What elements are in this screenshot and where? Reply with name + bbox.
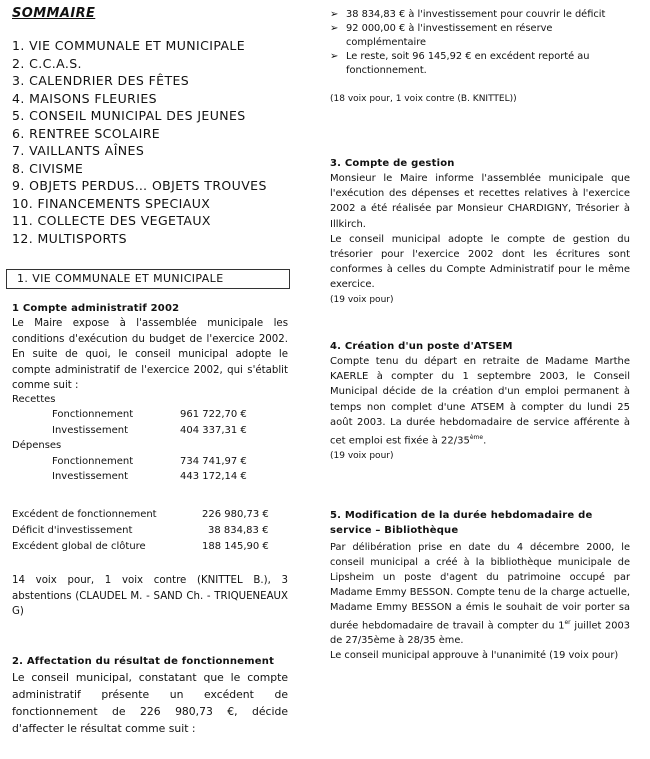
vote-text: (19 voix pour): [330, 450, 394, 461]
row-value: 404 337,31 €: [180, 424, 247, 436]
paragraph: Compte tenu du départ en retraite de Madame Marthe KAERLE à compter du 1 septembre 2003, le Conseil Municipal décide de la création d'un emploi permanent à temps non complet d'une ATSEM à compter du lundi 25 août 2003. La durée hebdomadaire de service afférente à cet emploi est fixée à 22/35ème.: [330, 356, 630, 447]
arrow-bullet-icon: ➢: [330, 23, 339, 34]
toc-item: 3. CALENDRIER DES FÊTES: [12, 73, 190, 88]
row-label: Fonctionnement: [52, 409, 134, 421]
affectation-bullets: [330, 8, 630, 106]
recettes-label: Recettes: [12, 393, 56, 405]
paragraph: Par délibération prise en date du 4 décembre 2000, le conseil municipal a créé à la bibliothèque municipale de Lipsheim un poste d'agent du patrimoine occupé par Madame Emmy BESSON. Compte tenu de la charge actuelle, Madame Emmy BESSON a émis le souhait de voir porter sa durée hebdomadaire de travail à compter du 1er juillet 2003 de 27/35ème à 28/35 ème.: [330, 542, 630, 647]
toc-item: 9. OBJETS PERDUS… OBJETS TROUVES: [12, 178, 267, 193]
toc-item: 11. COLLECTE DES VEGETAUX: [12, 213, 211, 228]
list-item: ➢ 38 834,83 € à l'investissement pour couvrir le déficit: [330, 9, 606, 20]
compte-administratif-section: [12, 303, 288, 620]
depenses-label-row: [12, 440, 288, 456]
row-label: Déficit d'investissement: [12, 524, 133, 536]
toc-item: 1. VIE COMMUNALE ET MUNICIPALE: [12, 38, 246, 53]
row-value: 734 741,97 €: [180, 455, 247, 467]
section-heading: 4. Création d'un poste d'ATSEM: [330, 341, 513, 352]
table-row: [12, 471, 288, 487]
toc-item: 2. C.C.A.S.: [12, 55, 82, 71]
vote-text: (18 voix pour, 1 voix contre (B. KNITTEL)): [330, 94, 517, 104]
compte-gestion-section: [330, 158, 630, 307]
row-label: Fonctionnement: [52, 455, 134, 467]
row-value: 38 834,83 €: [208, 524, 269, 536]
depenses-label: Dépenses: [12, 440, 62, 452]
table-row: [12, 541, 288, 557]
row-value: 443 172,14 €: [180, 471, 247, 483]
paragraph: Le Maire expose à l'assemblée municipale les conditions d'exécution du budget de l'exercice 2002. En suite de quoi, le conseil municipal adopte le compte administratif de l'exercice 2002, qui s'établit comme suit :: [12, 318, 288, 392]
row-value: 226 980,73 €: [202, 508, 269, 520]
row-label: Excédent global de clôture: [12, 540, 146, 552]
row-label: Excédent de fonctionnement: [12, 508, 157, 520]
list-item: ➢ Le reste, soit 96 145,92 € en excédent reporté au fonctionnement.: [330, 51, 590, 76]
table-row: [12, 425, 288, 441]
list-item: ➢ 92 000,00 € à l'investissement en réserve complémentaire: [330, 23, 553, 48]
toc-item: 7. VAILLANTS AÎNES: [12, 143, 145, 158]
toc-item: 5. CONSEIL MUNICIPAL DES JEUNES: [12, 108, 246, 123]
arrow-bullet-icon: ➢: [330, 9, 339, 20]
paragraph: Le conseil municipal, constatant que le compte administratif présente un excédent de fonctionnement de 226 980,73 €, décide d'affecter le résultat comme suit :: [12, 671, 288, 735]
sommaire-title: SOMMAIRE: [12, 6, 96, 21]
table-row: [12, 525, 288, 541]
paragraph: Le conseil municipal adopte le compte de gestion du trésorier pour l'exercice 2002 dont les écritures sont conformes à celles du Compte Administratif pour le même exercice.: [330, 233, 630, 291]
atsem-section: [330, 341, 630, 463]
toc-item: 8. CIVISME: [12, 160, 84, 176]
table-row: [12, 409, 288, 425]
table-row: [12, 509, 288, 525]
vote-text: 14 voix pour, 1 voix contre (KNITTEL B.), 3 abstentions (CLAUDEL M. - SAND Ch. - TRIQUENEAUX G): [12, 574, 288, 618]
section-heading-box: 1. VIE COMMUNALE ET MUNICIPALE: [6, 269, 290, 289]
row-value: 188 145,90 €: [202, 540, 269, 552]
row-label: Investissement: [52, 471, 128, 483]
table-row: [12, 456, 288, 472]
toc-item: 10. FINANCEMENTS SPECIAUX: [12, 195, 211, 211]
section-heading: 3. Compte de gestion: [330, 158, 455, 169]
affectation-section: [12, 656, 288, 737]
recettes-label-row: [12, 394, 288, 410]
paragraph: Monsieur le Maire informe l'assemblée municipale que l'exécution des dépenses et recettes relatives à l'exercice 2002 a été réalisée par Monsieur CHARDIGNY, Trésorier à Illkirch.: [330, 173, 630, 230]
row-value: 961 722,70 €: [180, 409, 247, 421]
toc-item: 6. RENTREE SCOLAIRE: [12, 125, 161, 141]
toc-item: 12. MULTISPORTS: [12, 230, 128, 246]
row-label: Investissement: [52, 424, 128, 436]
section-heading: 2. Affectation du résultat de fonctionnement: [12, 656, 275, 667]
table-of-contents: [12, 37, 267, 247]
paragraph: Le conseil municipal approuve à l'unanimité (19 voix pour): [330, 650, 619, 662]
section-heading: 5. Modification de la durée hebdomadaire de service – Bibliothèque: [330, 510, 593, 536]
toc-item: 4. MAISONS FLEURIES: [12, 90, 157, 106]
section-heading: 1 Compte administratif 2002: [12, 303, 180, 314]
vote-text: (19 voix pour): [330, 294, 394, 305]
arrow-bullet-icon: ➢: [330, 51, 339, 62]
bibliotheque-section: [330, 508, 630, 663]
